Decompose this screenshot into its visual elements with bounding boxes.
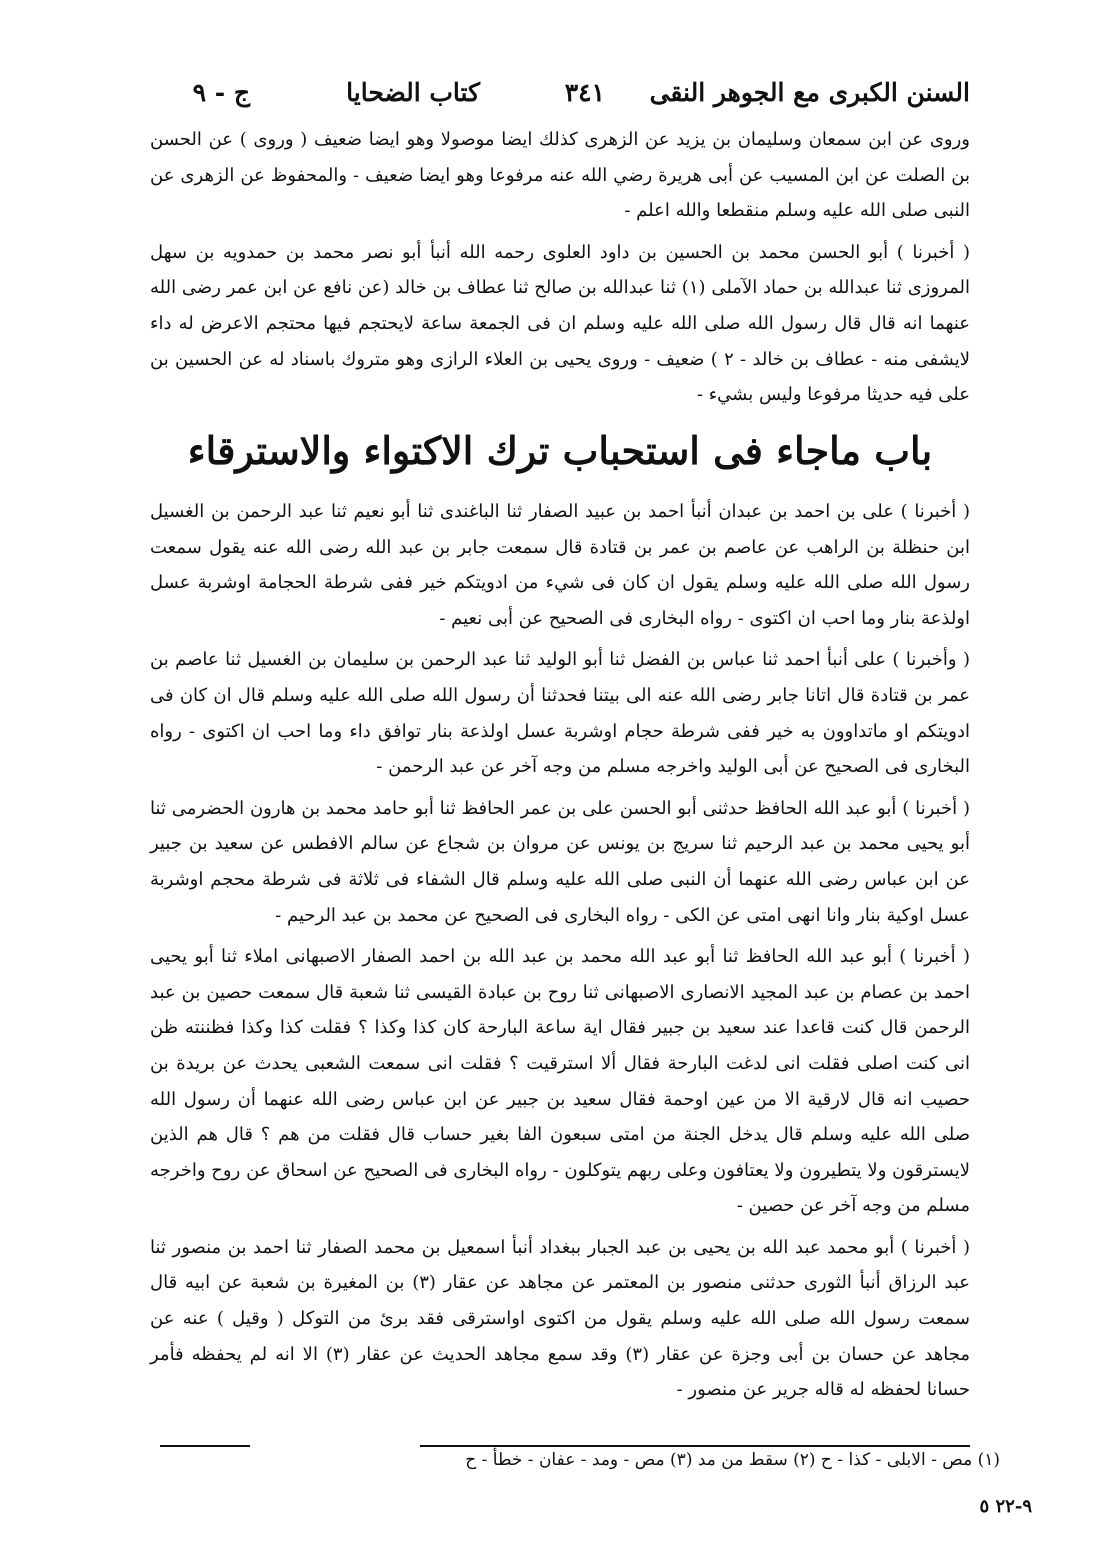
hadith-paragraph: ( أخبرنا ) أبو عبد الله الحافظ حدثنى أبو الحسن على بن عمر الحافظ ثنا أبو حامد محمد بن هارون الحضرمى ثنا أبو يحيى محمد بن عبد الرحيم ثنا سريج بن يونس عن مروان بن شجاع عن سالم الافطس عن سعيد بن جبير عن ابن عباس رضى الله عنهما أن النبى صلى الله عليه وسلم قال الشفاء فى ثلاثة فى شرطة محجم اوشربة عسل اوكية بنار وانا انهى امتى عن الكى - رواه البخارى فى الصحيح عن محمد بن عبد الرحيم - — [150, 797, 970, 926]
footnote-divider-left — [160, 1445, 250, 1447]
book-title: السنن الكبرى مع الجوهر النقى — [649, 78, 970, 107]
footnote-divider-right — [420, 1445, 970, 1447]
hadith-paragraph: ( أخبرنا ) أبو محمد عبد الله بن يحيى بن عبد الجبار ببغداد أنبأ اسمعيل بن محمد الصفار ثنا احمد بن منصور ثنا عبد الرزاق أنبأ الثورى حدثنى منصور بن المعتمر عن مجاهد عن عقار (٣) بن المغيرة بن شعبة عن ابيه قال سمعت رسول الله صلى الله عليه وسلم يقول من اكتوى اواسترقى فقد برئ من التوكل ( وقيل ) عنه عن مجاهد عن حسان بن أبى وجزة عن عقار (٣) وقد سمع مجاهد الحديث عن عقار (٣) الا انه لم يحفظه فأمر حسانا لحفظه له قاله جرير عن منصور - — [150, 1236, 970, 1401]
hadith-paragraph: ( أخبرنا ) أبو عبد الله الحافظ ثنا أبو عبد الله محمد بن عبد الله بن احمد الصفار الاصبهانى املاء ثنا أبو يحيى احمد بن عصام بن عبد المجيد الانصارى الاصبهانى ثنا روح بن عبادة القيسى ثنا شعبة قال سمعت حصين بن عبد الرحمن قال كنت قاعدا عند سعيد بن جبير فقال اية ساعة البارحة كان كذا وكذا ؟ فقلت كذا وكذا فظننته ظن انى كنت اصلى فقلت انى لدغت البارحة فقال ألا استرقيت ؟ فقلت انى سمعت الشعبى يحدث عن بريدة بن حصيب انه قال لارقية الا من عين اوحمة فقال سعيد بن جبير عن ابن عباس رضى الله عنهما أن رسول الله صلى الله عليه وسلم قال يدخل الجنة من امتى سبعون الفا بغير حساب قال فقلت من هم ؟ قال هم الذين لايسترقون ولا يتطيرون ولا يعتافون وعلى ربهم يتوكلون - رواه البخارى فى الصحيح عن اسحاق عن روح واخرجه مسلم من وجه آخر عن حصين - — [150, 946, 970, 1217]
section-heading: باب ماجاء فى استحباب ترك الاكتواء والاسترقاء — [187, 428, 933, 473]
hadith-paragraph: ( أخبرنا ) على بن احمد بن عبدان أنبأ احمد بن عبيد الصفار ثنا الباغندى ثنا أبو نعيم ثنا عبد الرحمن بن الغسيل ابن حنظلة بن الراهب عن عاصم بن عمر بن قتادة قال سمعت جابر بن عبد الله رضى الله عنه يقول سمعت رسول الله صلى الله عليه وسلم يقول ان كان فى شيء من ادويتكم خير ففى شرطة الحجامة اوشربة عسل اولذعة بنار وما احب ان اكتوى - رواه البخارى فى الصحيح عن أبى نعيم - — [150, 501, 970, 629]
chapter-title: كتاب الضحايا — [346, 78, 480, 107]
page-number: ٣٤١ — [564, 78, 605, 107]
volume-label: ج - ٩ — [192, 78, 250, 107]
intro-text-block — [150, 122, 970, 419]
intro-paragraph: ( أخبرنا ) أبو الحسن محمد بن الحسين بن داود العلوى رحمه الله أنبأ أبو نصر محمد بن حمدويه بن سهل المروزى ثنا عبدالله بن حماد الآملى (١) ثنا عبدالله بن صالح ثنا عطاف بن خالد (عن نافع عن ابن عمر رضى الله عنهما انه قال قال رسول الله صلى الله عليه وسلم ان فى الجمعة ساعة لايحتجم فيها محتجم الاعرض له داء لايشفى منه - عطاف بن خالد - ٢ ) ضعيف - وروى يحيى بن العلاء الرازى وهو متروك باسناد له عن الحسين بن على فيه حديثا مرفوعا وليس بشيء - — [150, 241, 970, 406]
intro-paragraph: وروى عن ابن سمعان وسليمان بن يزيد عن الزهرى كذلك ايضا موصولا وهو ايضا ضعيف ( وروى ) عن الحسن بن الصلت عن ابن المسيب عن أبى هريرة رضي الله عنه مرفوعا وهو ايضا ضعيف - والمحفوظ عن الزهرى عن النبى صلى الله عليه وسلم منقطعا والله اعلم - — [150, 129, 970, 222]
printer-signature: ٩-٢٢ ٥ — [979, 1496, 1032, 1517]
main-text-block — [150, 494, 970, 1414]
hadith-paragraph: ( وأخبرنا ) على أنبأ احمد ثنا عباس بن الفضل ثنا أبو الوليد ثنا عبد الرحمن بن سليمان بن الغسيل ثنا عاصم بن عمر بن قتادة قال اتانا جابر رضى الله عنه الى بيتنا فحدثنا أن رسول الله صلى الله عليه وسلم قال ان كان فى ادويتكم او ماتداوون به خير ففى شرطة حجام اوشربة عسل اولذعة بنار توافق داء وما احب ان اكتوى - رواه البخارى فى الصحيح عن أبى الوليد واخرجه مسلم من وجه آخر عن عبد الرحمن - — [150, 649, 970, 778]
footnotes: (١) مص - الابلى - كذا - ح (٢) سقط من مد (٣) مص - ومد - عفان - خطأ - ح — [465, 1450, 1000, 1470]
page-header — [150, 78, 970, 118]
